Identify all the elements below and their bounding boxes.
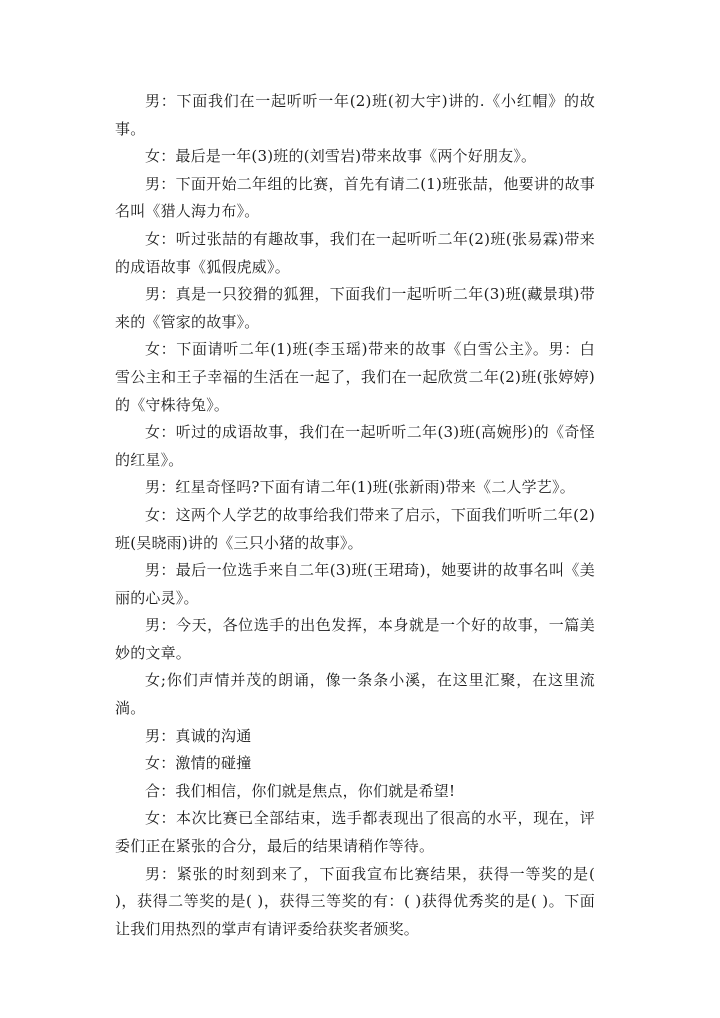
paragraph-6: 女：下面请听二年(1)班(李玉瑶)带来的故事《白雪公主》。男：白雪公主和王子幸福的生活在一起了，我们在一起欣赏二年(2)班(张婷婷)的《守株待兔》。: [115, 340, 595, 414]
paragraph-8: 男：红星奇怪吗?下面有请二年(1)班(张新雨)带来《二人学艺》。: [145, 478, 575, 497]
paragraph-7: 女：听过的成语故事，我们在一起听听二年(3)班(高婉彤)的《奇怪的红星》。: [115, 423, 595, 469]
paragraph-13: 男：真诚的沟通: [145, 726, 252, 745]
paragraph-17: 男：紧张的时刻到来了，下面我宣布比赛结果，获得一等奖的是( )，获得二等奖的是( )，获得三等奖的有：( )获得优秀奖的是( )。下面让我们用热烈的掌声有请评委给获奖者颁奖。: [115, 864, 595, 938]
paragraph-1: 男：下面我们在一起听听一年(2)班(初大宇)讲的.《小红帽》的故事。: [115, 92, 595, 138]
paragraph-10: 男：最后一位选手来自二年(3)班(王珺琦)，她要讲的故事名叫《美丽的心灵》。: [115, 561, 595, 607]
paragraph-2: 女：最后是一年(3)班的(刘雪岩)带来故事《两个好朋友》。: [145, 147, 537, 166]
paragraph-4: 女：听过张喆的有趣故事，我们在一起听听二年(2)班(张易霖)带来的成语故事《狐假虎威》。: [115, 229, 595, 276]
paragraph-11: 男：今天，各位选手的出色发挥，本身就是一个好的故事，一篇美妙的文章。: [115, 616, 595, 662]
paragraph-12: 女;你们声情并茂的朗诵，像一条条小溪，在这里汇聚，在这里流淌。: [115, 671, 595, 718]
paragraph-9: 女：这两个人学艺的故事给我们带来了启示，下面我们听听二年(2)班(吴晓雨)讲的《三只小猪的故事》。: [115, 505, 595, 552]
document-body: [115, 88, 595, 943]
paragraph-16: 女：本次比赛已全部结束，选手都表现出了很高的水平，现在，评委们正在紧张的合分，最后的结果请稍作等待。: [115, 809, 595, 856]
paragraph-5: 男：真是一只狡猾的狐狸，下面我们一起听听二年(3)班(藏景琪)带来的《管家的故事》。: [115, 285, 595, 331]
paragraph-15: 合：我们相信，你们就是焦点，你们就是希望!: [145, 781, 456, 800]
paragraph-14: 女：激情的碰撞: [145, 754, 252, 773]
paragraph-3: 男：下面开始二年组的比赛，首先有请二(1)班张喆，他要讲的故事名叫《猎人海力布》。: [115, 174, 595, 221]
